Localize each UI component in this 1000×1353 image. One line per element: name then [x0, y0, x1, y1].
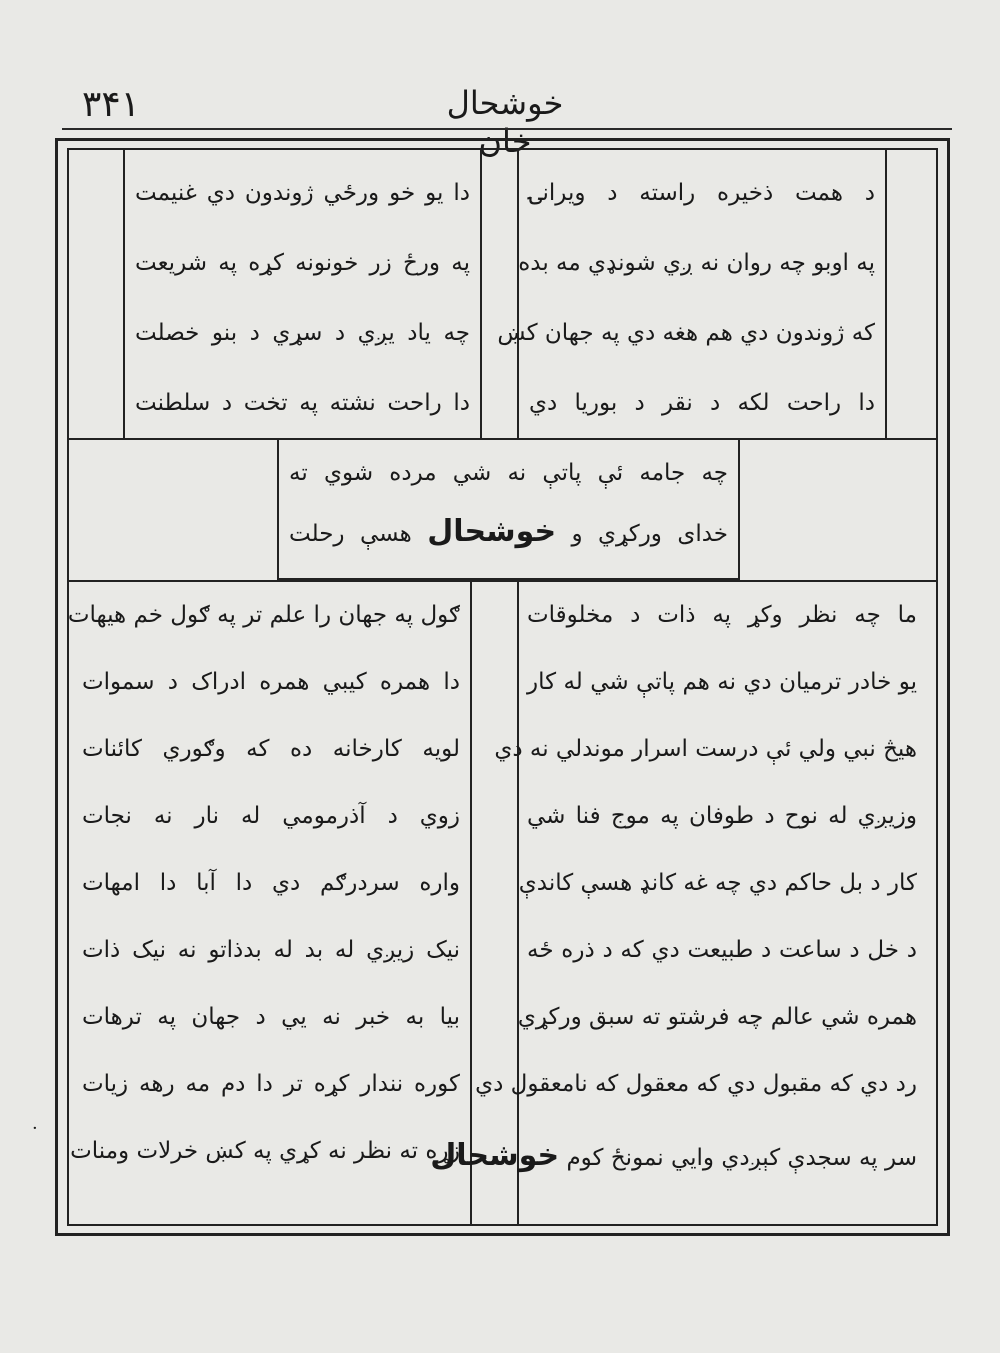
verse-line: که ژوندون دي هم هغه دي په جهان کښ: [497, 320, 875, 346]
bottom-column-divider-left: [470, 582, 472, 1226]
verse-line: رد دي که مقبول دي که معقول که نامعقول دي: [475, 1071, 917, 1097]
verse-line-with-name: [289, 514, 728, 550]
running-title: خوشحال خان: [446, 84, 564, 160]
poet-name: خوشحال: [430, 1138, 560, 1173]
verse-line: دا همره کیبي همره ادراک د سموات: [82, 669, 460, 695]
verse-line: کار د بل حاکم دي چه غه کانډ هسې کاندې: [518, 870, 917, 896]
verse-fragment: سر په سجدې کېږدي وایي نمونځ کوم: [566, 1145, 917, 1171]
verse-line: یو خادر ترمیان دي نه هم پاتې شي له کار: [527, 669, 917, 695]
verse-line: هیڅ نبي ولي ئې درست اسرار موندلي نه دي: [494, 736, 917, 762]
verse-line: دا راحت لکه د نقر د بوریا دي: [529, 390, 875, 416]
verse-line: دا راحت نشته په تخت د سلطنت: [135, 390, 470, 416]
bottom-right-stanza: [430, 582, 927, 1212]
verse-line-with-name: [430, 1138, 917, 1174]
verse-line: واره سردرګم دي دا آبا دا امهات: [82, 870, 460, 896]
top-right-stanza: [497, 150, 887, 438]
top-left-stanza: [123, 150, 480, 438]
bottom-left-stanza: [67, 582, 470, 1212]
verse-line: چه یاد یږي د سړي د بنو خصلت: [135, 320, 470, 346]
header-rule: [62, 128, 952, 130]
verse-line: په اوبو چه روان نه ږي شونډي مه بده: [518, 250, 875, 276]
verse-line: ګول په جهان را علم تر په ګول خم هیهات: [67, 602, 460, 628]
verse-line: نیک زیږي له بد له بدذاتو نه نیک ذات: [82, 937, 460, 963]
verse-line: کوره نندار کړه تر دا دم مه رهه زیات: [82, 1071, 460, 1097]
stray-ink-mark: ·: [32, 1118, 38, 1139]
verse-line: ما چه نظر وکړ په ذات د مخلوقات: [527, 602, 917, 628]
top-column-divider: [480, 148, 482, 438]
verse-line: وزیږي له نوح د طوفان په موج فنا شي: [527, 803, 917, 829]
center-couplet: [277, 438, 740, 580]
verse-line: د خل د ساعت د طبیعت دي که د ذره ځه: [527, 937, 917, 963]
poet-name: خوشحال: [427, 514, 557, 549]
verse-line: دا یو خو ورځي ژوندون دي غنیمت: [135, 180, 470, 206]
verse-fragment: خدای ورکړي و: [571, 521, 729, 547]
verse-line: همره شي عالم چه فرشتو ته سبق ورکړي: [517, 1004, 917, 1030]
page-number: ۳۴۱: [82, 84, 141, 125]
verse-line: په ورځ زر خونونه کړه په شریعت: [135, 250, 470, 276]
verse-line: د همت ذخیره راسته د ویرانۍ: [529, 180, 875, 206]
verse-line: زوي د آذرمومي له نار نه نجات: [82, 803, 460, 829]
verse-line: زړه ته نظر نه کړي په کښ خرلات ومنات: [70, 1138, 460, 1164]
verse-fragment: هسې رحلت: [289, 521, 412, 547]
verse-line: بیا به خبر نه یي د جهان په ترهات: [82, 1004, 460, 1030]
verse-line: لویه کارخانه ده که وګوري کائنات: [82, 736, 460, 762]
verse-line: چه جامه ئې پاتې نه شي مرده شوي ته: [289, 460, 728, 486]
